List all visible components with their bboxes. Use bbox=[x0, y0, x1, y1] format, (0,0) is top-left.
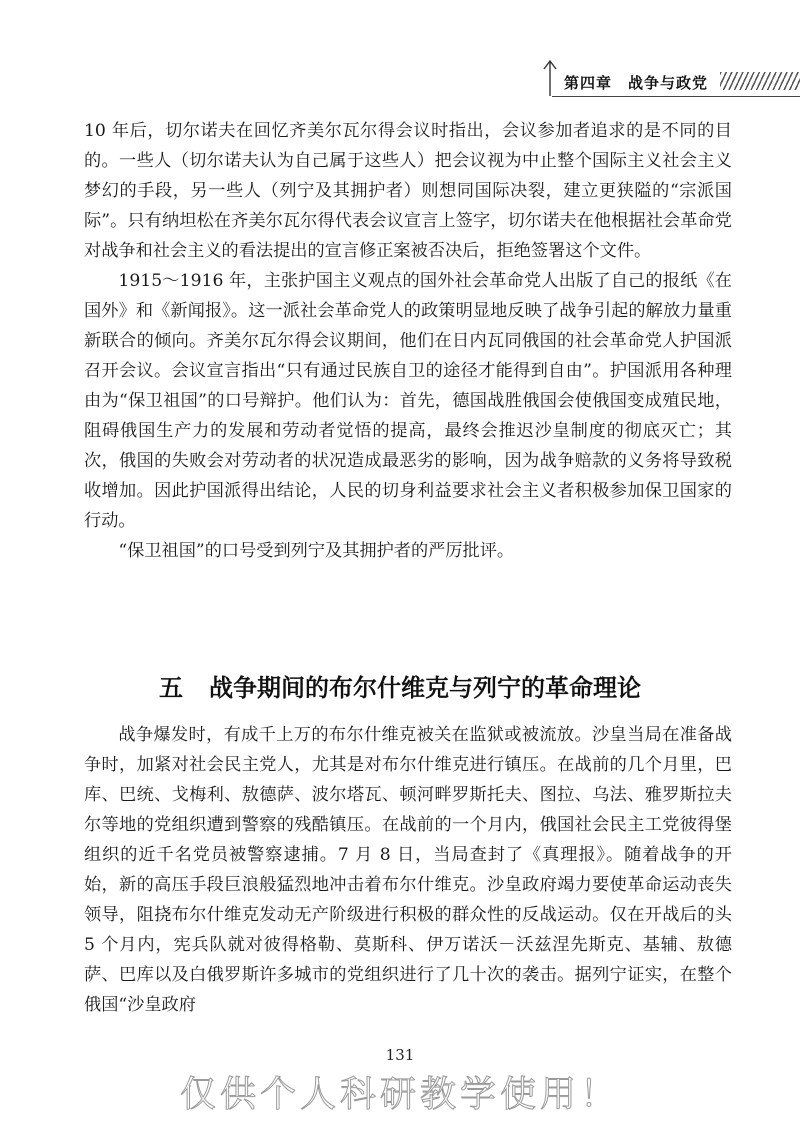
section-number: 五 bbox=[159, 674, 183, 702]
chapter-title: 第四章 战争与政党 bbox=[564, 74, 709, 92]
up-arrow-icon bbox=[540, 58, 560, 98]
section-heading bbox=[0, 668, 800, 703]
paragraph: 1915～1916 年，主张护国主义观点的国外社会革命党人出版了自己的报纸《在国外》和《新闻报》。这一派社会革命党人的政策明显地反映了战争引起的解放力量重新联合的倾向。齐美尔瓦尔得会议期间，他们在日内瓦同俄国的社会革命党人护国派召开会议。会议宣言指出“只有通过民族自卫的途径才能得到自由”。护国派用各种理由为“保卫祖国”的口号辩护。他们认为：首先，德国战胜俄国会使俄国变成殖民地，阻碍俄国生产力的发展和劳动者觉悟的提高，最终会推迟沙皇制度的彻底灭亡；其次，俄国的失败会对劳动者的状况造成最恶劣的影响，因为战争赔款的义务将导致税收增加。因此护国派得出结论，人民的切身利益要求社会主义者积极参加保卫国家的行动。 bbox=[84, 271, 732, 531]
header-hatch-decoration bbox=[720, 72, 800, 90]
paragraph: “保卫祖国”的口号受到列宁及其拥护者的严厉批评。 bbox=[118, 541, 515, 561]
watermark: 仅供个人科研教学使用！ bbox=[179, 1074, 620, 1115]
section-title: 战争期间的布尔什维克与列宁的革命理论 bbox=[209, 674, 641, 702]
paragraph: 10 年后，切尔诺夫在回忆齐美尔瓦尔得会议时指出，会议参加者追求的是不同的目的。一些人（切尔诺夫认为自己属于这些人）把会议视为中止整个国际主义社会主义梦幻的手段，另一些人（列宁及其拥护者）则想同国际决裂，建立更狭隘的“宗派国际”。只有纳坦松在齐美尔瓦尔得代表会议宣言上签字，切尔诺夫在他根据社会革命党对战争和社会主义的看法提出的宣言修正案被否决后，拒绝签署这个文件。 bbox=[84, 121, 732, 261]
running-header bbox=[540, 58, 800, 98]
page-number: 131 bbox=[385, 1046, 415, 1064]
paragraph: 战争爆发时，有成千上万的布尔什维克被关在监狱或被流放。沙皇当局在准备战争时，加紧对社会民主党人，尤其是对布尔什维克进行镇压。在战前的几个月里，巴库、巴统、戈梅利、敖德萨、波尔塔瓦、顿河畔罗斯托夫、图拉、乌法、雅罗斯拉夫尔等地的党组织遭到警察的残酷镇压。在战前的一个月内，俄国社会民主工党彼得堡组织的近千名党员被警察逮捕。7 月 8 日，当局查封了《真理报》。随着战争的开始，新的高压手段巨浪般猛烈地冲击着布尔什维克。沙皇政府竭力要使革命运动丧失领导，阻挠布尔什维克发动无产阶级进行积极的群众性的反战运动。仅在开战后的头 5 个月内，宪兵队就对彼得格勒、莫斯科、伊万诺沃－沃兹涅先斯克、基辅、敖德萨、巴库以及白俄罗斯许多城市的党组织进行了几十次的袭击。据列宁证实，在整个俄国“沙皇政府 bbox=[84, 725, 732, 1015]
header-rule bbox=[552, 96, 800, 97]
body-text-top bbox=[84, 116, 732, 566]
body-text-bottom bbox=[84, 720, 732, 1020]
